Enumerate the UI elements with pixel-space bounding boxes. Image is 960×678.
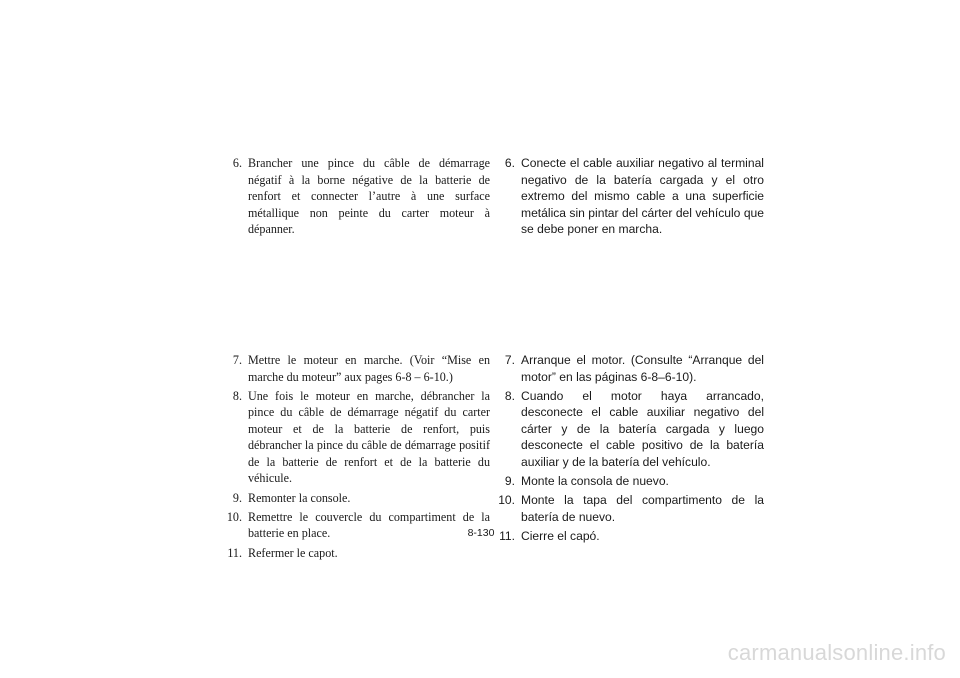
french-steps-top — [232, 155, 490, 238]
step-text: Arranque el motor. (Consulte “Arranque del motor” en las páginas 6-8–6-10). — [521, 353, 764, 384]
step-text: Brancher une pince du câble de démarrage négatif à la borne négative de la batterie de renfort et connecter l’autre à une surface métallique non peinte du carter moteur à dépanner. — [248, 156, 490, 236]
step-text: Conecte el cable auxiliar negativo al terminal negativo de la batería cargada y el otro extremo del mismo cable a una superficie metálica sin pintar del cárter del vehículo que se debe poner en marcha. — [521, 156, 764, 236]
step-number: 10. — [226, 509, 242, 524]
step-number: 6. — [232, 156, 242, 170]
list-item — [504, 352, 764, 385]
step-number: 9. — [232, 490, 242, 505]
list-item — [504, 155, 764, 238]
list-item — [232, 490, 490, 507]
list-item — [232, 388, 490, 487]
step-text: Monte la tapa del compartimento de la batería de nuevo. — [521, 493, 764, 524]
list-item — [504, 473, 764, 490]
step-text: Monte la consola de nuevo. — [521, 474, 669, 489]
step-number: 6. — [504, 156, 515, 170]
step-number: 11. — [499, 529, 515, 544]
page-number: 8-130 — [467, 527, 495, 539]
list-item — [504, 388, 764, 471]
list-item — [498, 492, 764, 525]
step-number: 8. — [504, 388, 515, 403]
step-text: Une fois le moteur en marche, débrancher la pince du câble de démarrage négatif du carter moteur et de la batterie de renfort, puis débrancher la pince du câble de démarrage positif de la batterie de renfort et de la batterie du véhicule. — [248, 388, 490, 486]
step-text: Cuando el motor haya arrancado, desconecte el cable auxiliar negativo del cárter y de la batería cargada y luego desconecte el cable positivo de la batería auxiliar y de la batería del vehículo. — [521, 388, 764, 469]
spanish-steps-bottom — [498, 352, 764, 545]
step-text: Refermer le capot. — [248, 545, 338, 560]
step-number: 9. — [504, 474, 515, 489]
step-number: 11. — [227, 545, 242, 560]
step-text: Remettre le couvercle du compartiment de la batterie en place. — [248, 509, 490, 541]
french-steps-bottom — [226, 352, 490, 561]
list-item — [227, 545, 490, 562]
list-item — [226, 509, 490, 542]
spanish-steps-top — [504, 155, 764, 238]
step-text: Remonter la console. — [248, 490, 351, 505]
watermark: carmanualsonline.info — [727, 640, 946, 665]
step-number: 7. — [504, 353, 515, 367]
step-text: Cierre el capó. — [521, 529, 600, 544]
step-number: 7. — [232, 353, 242, 367]
list-item — [232, 155, 490, 238]
step-text: Mettre le moteur en marche. (Voir “Mise en marche du moteur” aux pages 6-8 – 6-10.) — [248, 353, 490, 384]
step-number: 8. — [232, 388, 242, 403]
step-number: 10. — [498, 493, 515, 508]
list-item — [499, 528, 764, 545]
list-item — [232, 352, 490, 385]
